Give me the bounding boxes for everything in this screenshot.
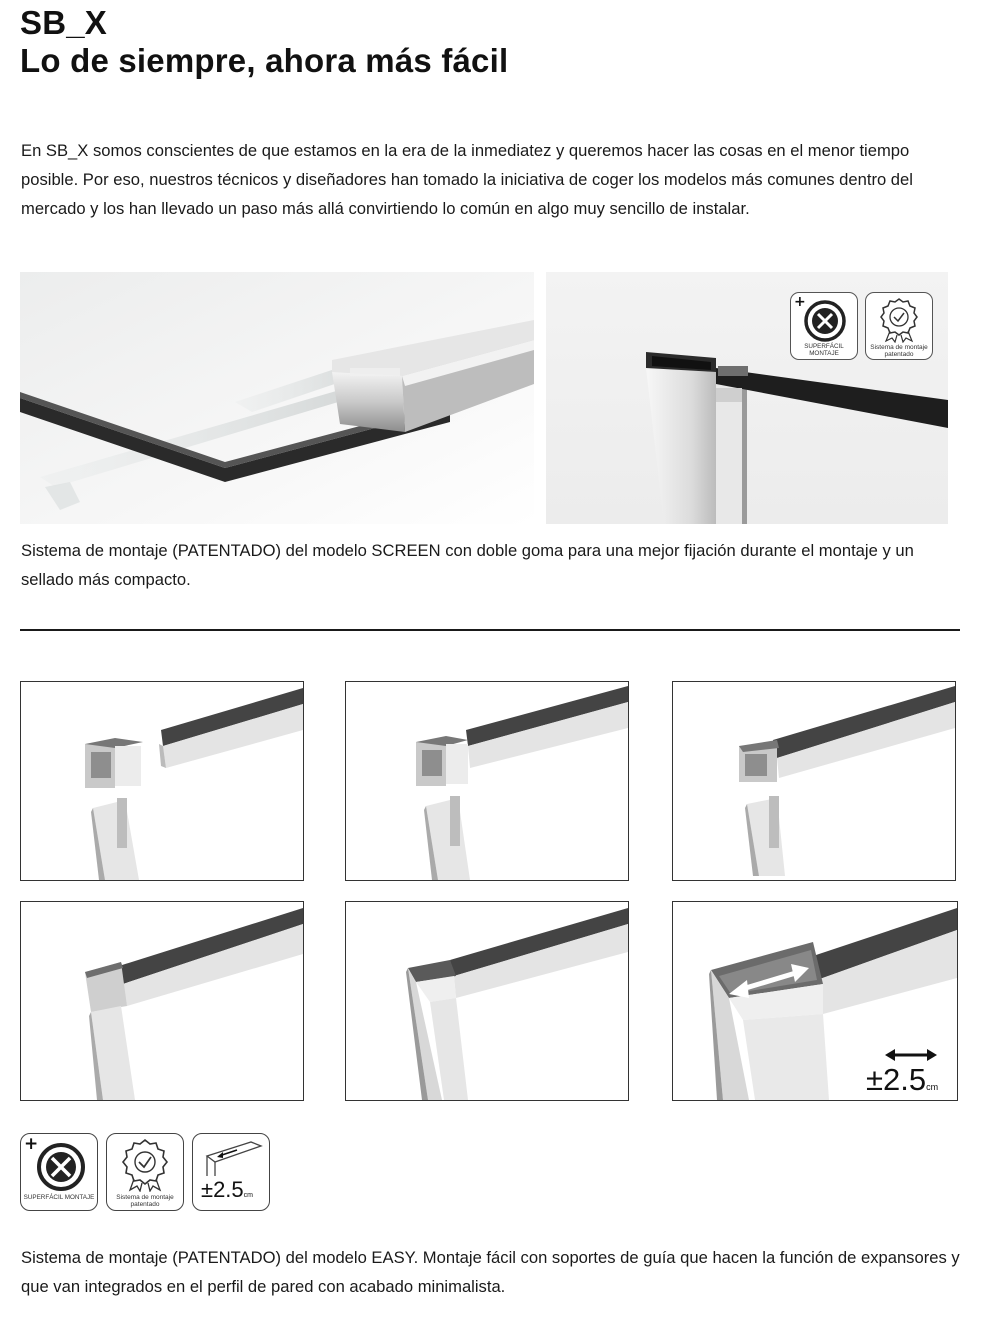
adjustment-value bbox=[201, 1178, 253, 1208]
adjustment-number: ±2.5 bbox=[201, 1177, 244, 1202]
page-headline: Lo de siempre, ahora más fácil bbox=[20, 42, 509, 79]
assembly-step-1 bbox=[20, 681, 304, 881]
svg-text:+: + bbox=[24, 1134, 39, 1154]
superfacil-label: SUPERFÁCIL MONTAJE bbox=[23, 1194, 95, 1201]
assembly-step-2 bbox=[345, 681, 629, 881]
patented-label: Sistema de montaje patentado bbox=[116, 1194, 174, 1208]
assembly-step-6 bbox=[672, 901, 958, 1101]
adjustment-badge bbox=[192, 1133, 270, 1211]
patented-badge-top bbox=[865, 292, 933, 360]
certified-seal-icon bbox=[866, 293, 932, 343]
section-divider bbox=[20, 629, 960, 631]
svg-text:+: + bbox=[794, 294, 806, 310]
adjustment-profile-icon bbox=[193, 1134, 269, 1178]
patented-label: Sistema de montaje patentado bbox=[870, 344, 928, 358]
screen-profile-photo bbox=[20, 272, 534, 524]
assembly-step-3 bbox=[672, 681, 956, 881]
tolerance-arrow-icon bbox=[885, 1049, 937, 1061]
screwdriver-wrench-icon bbox=[791, 293, 857, 343]
screen-caption: Sistema de montaje (PATENTADO) del modelo SCREEN con doble goma para una mejor fijación durante el montaje y un sellado más compacto. bbox=[21, 541, 914, 589]
superfacil-badge-top bbox=[790, 292, 858, 360]
adjustment-unit: cm bbox=[243, 1192, 254, 1199]
tolerance-value bbox=[866, 1064, 938, 1101]
screen-corner-photo bbox=[546, 272, 948, 524]
certified-seal-icon bbox=[107, 1134, 183, 1192]
tolerance-unit: cm bbox=[926, 1082, 939, 1092]
screwdriver-wrench-icon bbox=[21, 1134, 97, 1192]
superfacil-badge bbox=[20, 1133, 98, 1211]
assembly-step-4 bbox=[20, 901, 304, 1101]
intro-paragraph: En SB_X somos conscientes de que estamos en la era de la inmediatez y queremos hacer las cosas en el menor tiempo posible. Por eso, nuestros técnicos y diseñadores han tomado la iniciativa de coger los modelos más comunes dentro del mercado y los han llevado un paso más allá convirtiendo lo común en algo muy sencillo de instalar. bbox=[21, 141, 913, 218]
assembly-step-5 bbox=[345, 901, 629, 1101]
brand-title: SB_X bbox=[20, 4, 108, 41]
easy-caption: Sistema de montaje (PATENTADO) del modelo EASY. Montaje fácil con soportes de guía que hacen la función de expansores y que van integrados en el perfil de pared con acabado minimalista. bbox=[21, 1248, 960, 1296]
patented-badge bbox=[106, 1133, 184, 1211]
superfacil-label: SUPERFÁCIL MONTAJE bbox=[804, 343, 844, 357]
tolerance-number: ±2.5 bbox=[866, 1062, 927, 1097]
